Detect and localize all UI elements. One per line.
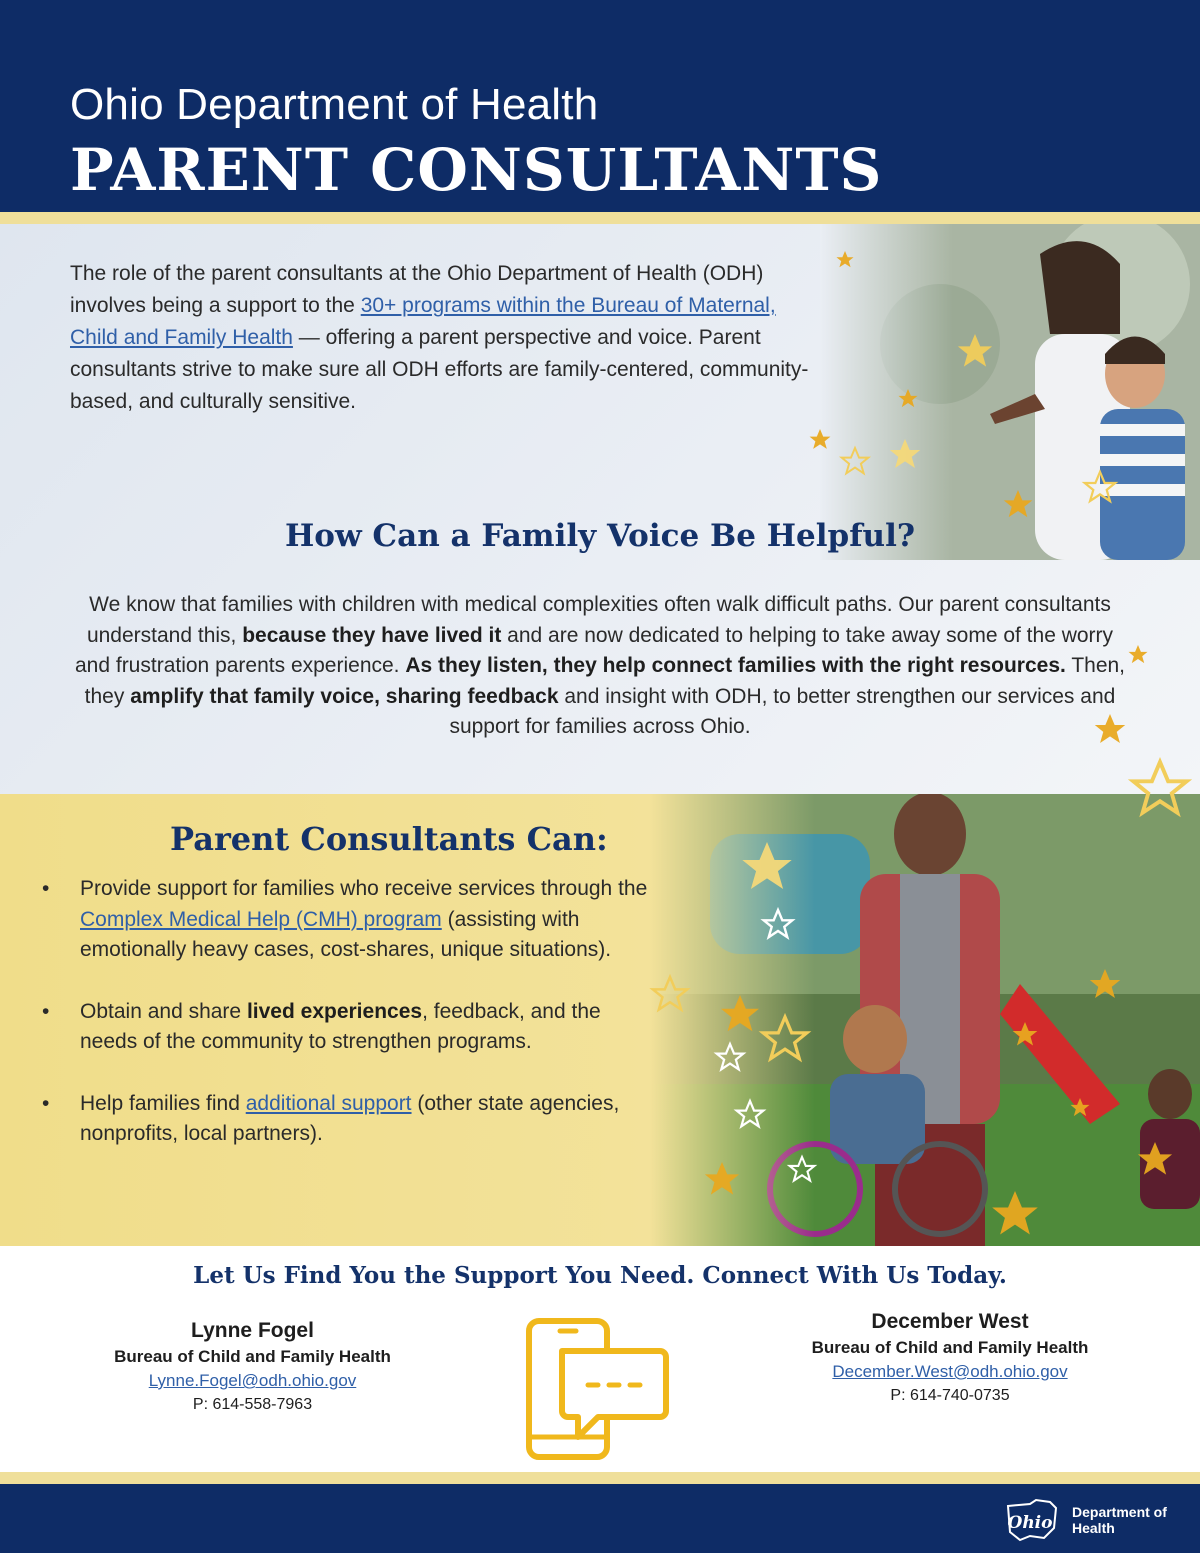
bullet-dot: •: [42, 1091, 50, 1115]
list-item-bold: lived experiences: [246, 999, 423, 1023]
list-item-text-1: Obtain and share: [80, 999, 247, 1023]
logo-line-1: Department of: [1072, 1504, 1167, 1520]
contact-phone: P: 614-740-0735: [890, 1387, 1010, 1404]
consultants-can-heading: Parent Consultants Can:: [170, 820, 608, 858]
gold-divider-bottom: [0, 1472, 1200, 1484]
contact-department: Bureau of Child and Family Health: [114, 1347, 391, 1366]
bullet-dot: •: [42, 999, 50, 1023]
family-voice-text-2: and are now dedicated to helping to take away some of the worry and frustration parents experience.: [74, 623, 1114, 677]
contact-name: December West: [871, 1310, 1029, 1333]
contact-card-lynne: [100, 1317, 405, 1417]
cmh-program-link[interactable]: Complex Medical Help (CMH) program: [80, 907, 442, 931]
contact-name: Lynne Fogel: [191, 1319, 314, 1342]
contact-email-link[interactable]: December.West@odh.ohio.gov: [832, 1362, 1068, 1381]
intro-text-end: — offering a parent perspective and voice. Parent consultants strive to make sure all ODH efforts are family-centered, community-based, and culturally sensitive.: [70, 326, 809, 413]
contact-department: Bureau of Child and Family Health: [811, 1338, 1089, 1357]
contact-email-link[interactable]: Lynne.Fogel@odh.ohio.gov: [148, 1371, 357, 1390]
contact-heading: Let Us Find You the Support You Need. Connect With Us Today.: [193, 1262, 1007, 1289]
list-item-text-1: Help families find: [80, 1091, 246, 1115]
logo-text: [1072, 1504, 1167, 1536]
programs-link[interactable]: 30+ programs within the Bureau of Maternal, Child and Family Health: [70, 294, 776, 349]
phone-chat-icon: [520, 1315, 670, 1465]
page-title: PARENT CONSULTANTS: [70, 136, 883, 204]
family-voice-text-3: Then, they: [84, 654, 1126, 708]
intro-text-start: The role of the parent consultants at the Ohio Department of Health (ODH) involves being a support to the: [70, 262, 764, 317]
family-voice-bold-3: amplify that family voice, sharing feedback: [130, 684, 559, 708]
contact-card-december: [795, 1308, 1105, 1408]
logo-line-2: Health: [1072, 1520, 1115, 1536]
list-item-text-2: , feedback, and the needs of the community to strengthen programs.: [80, 999, 601, 1053]
list-item-text-2: (assisting with emotionally heavy cases, cost-shares, unique situations).: [80, 907, 612, 961]
list-item-text-2: (other state agencies, nonprofits, local partners).: [80, 1091, 620, 1145]
family-voice-bold-2: As they listen, they help connect families with the right resources.: [405, 654, 1066, 677]
odh-logo: [1000, 1498, 1190, 1542]
additional-support-link[interactable]: additional support: [245, 1091, 412, 1115]
bullet-dot: •: [42, 877, 50, 900]
logo-script-text: Ohio: [1007, 1513, 1053, 1533]
contact-phone: P: 614-558-7963: [192, 1396, 313, 1413]
list-item-text-1: Provide support for families who receive services through the: [80, 877, 648, 900]
family-voice-text-1: We know that families with children with medical complexities often walk difficult paths. Our parent consultants understand this,: [86, 593, 1111, 647]
family-voice-heading: How Can a Family Voice Be Helpful?: [284, 518, 916, 554]
header-agency: Ohio Department of Health: [70, 80, 599, 129]
ohio-state-outline-icon: [1000, 1498, 1068, 1542]
family-voice-text-4: and insight with ODH, to better strengthen our services and support for families across Ohio.: [449, 684, 1116, 738]
family-voice-bold-1: because they have lived it: [242, 623, 502, 647]
